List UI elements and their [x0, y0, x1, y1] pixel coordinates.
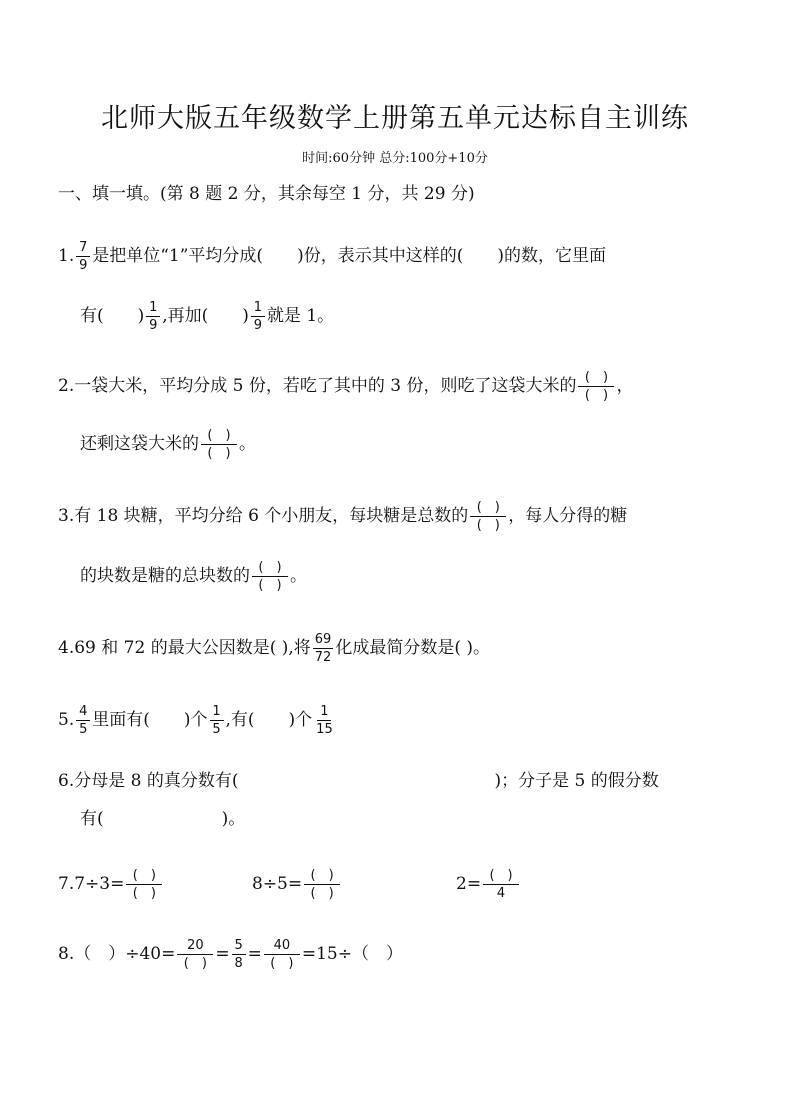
answer-fraction-blank[interactable]	[264, 938, 300, 971]
question-text: 5.	[58, 710, 75, 730]
question-text: 是把单位“1”平均分成( )份，表示其中这样的( )的数，它里面	[92, 246, 606, 266]
answer-fraction-blank[interactable]	[201, 428, 237, 461]
question-text: 7÷3=	[74, 874, 125, 894]
question-text: 还剩这袋大米的	[80, 434, 199, 454]
answer-fraction-blank[interactable]	[470, 500, 506, 533]
numerator: 69	[314, 632, 332, 647]
numerator: 1	[210, 704, 224, 721]
numerator: ( )	[578, 370, 614, 387]
exam-info: 时间:60分钟 总分:100分+10分	[302, 151, 488, 166]
denominator: 9	[79, 258, 88, 273]
numerator: ( )	[470, 500, 506, 517]
numerator: 40	[264, 938, 300, 955]
question-text: 。	[290, 566, 307, 586]
fraction	[313, 632, 334, 665]
numerator: 4	[76, 704, 90, 721]
fraction	[146, 300, 160, 333]
question-text: 2.一袋大米，平均分成 5 份，若吃了其中的 3 份，则吃了这袋大米的	[58, 376, 577, 396]
answer-fraction-blank[interactable]	[177, 938, 213, 971]
numerator: 20	[177, 938, 213, 955]
question-6-line-1	[58, 770, 659, 792]
question-text: ,有( )个	[225, 710, 313, 730]
question-text: ，	[616, 376, 634, 396]
denominator: ( )	[310, 886, 334, 901]
fraction	[76, 240, 90, 273]
denominator: ( )	[258, 578, 282, 593]
question-3-line-2	[80, 560, 307, 593]
question-text: 4.69 和 72 的最大公因数是( ),将	[58, 638, 311, 658]
page-title: 北师大版五年级数学上册第五单元达标自主训练	[101, 103, 689, 134]
question-7c	[456, 868, 521, 901]
numerator: 1	[146, 300, 160, 317]
denominator: 72	[314, 650, 332, 665]
question-text: ,再加( )	[162, 306, 249, 326]
question-2-line-2	[80, 428, 256, 461]
question-text: 就是 1。	[266, 306, 335, 326]
question-text: 8.（ ）÷40=	[58, 944, 176, 964]
numerator: ( )	[126, 868, 162, 885]
answer-fraction-blank[interactable]	[252, 560, 288, 593]
numerator: ( )	[304, 868, 340, 885]
numerator: ( )	[483, 868, 519, 885]
question-text: 6.分母是 8 的真分数有(	[58, 771, 239, 791]
numerator: 1	[317, 704, 331, 721]
question-text: =	[215, 944, 230, 964]
question-text: ，每人分得的糖	[508, 506, 628, 526]
question-text: =	[247, 944, 262, 964]
denominator: ( )	[584, 388, 609, 403]
question-text: )。	[221, 809, 246, 829]
denominator: ( )	[183, 956, 207, 971]
numerator: ( )	[201, 428, 237, 445]
question-text: 8÷5=	[252, 874, 303, 894]
question-text: 有(	[80, 809, 104, 829]
question-text: )；分子是 5 的假分数	[494, 771, 659, 791]
denominator: ( )	[476, 518, 500, 533]
denominator: 4	[496, 886, 506, 901]
numerator: 7	[76, 240, 90, 257]
question-2-line-1	[58, 370, 633, 403]
question-text: 2=	[456, 874, 482, 894]
question-text: 1.	[58, 246, 75, 266]
question-text: 。	[239, 434, 256, 454]
section-heading: 一、填一填。(第 8 题 2 分，其余每空 1 分，共 29 分)	[58, 184, 475, 204]
fraction	[314, 704, 335, 737]
denominator: 15	[316, 722, 333, 737]
answer-fraction-blank[interactable]	[126, 868, 162, 901]
question-7b	[252, 868, 342, 901]
denominator: ( )	[207, 446, 231, 461]
answer-fraction-blank[interactable]	[578, 370, 614, 403]
question-5	[58, 704, 337, 737]
answer-fraction-blank[interactable]	[304, 868, 340, 901]
question-7a	[58, 868, 164, 901]
denominator: 8	[234, 956, 243, 971]
question-text: 里面有( )个	[92, 710, 208, 730]
question-text: 7.	[58, 874, 75, 894]
fraction	[251, 300, 265, 333]
denominator: 9	[253, 318, 263, 333]
question-3-line-1	[58, 500, 627, 533]
answer-fraction-blank[interactable]	[483, 868, 519, 901]
fraction	[76, 704, 90, 737]
question-1-line-1	[58, 240, 606, 273]
denominator: 5	[212, 722, 221, 737]
question-text: 3.有 18 块糖，平均分给 6 个小朋友，每块糖是总数的	[58, 506, 469, 526]
fraction	[210, 704, 224, 737]
question-text: 的块数是糖的总块数的	[80, 566, 250, 586]
numerator: 1	[251, 300, 265, 317]
denominator: ( )	[132, 886, 156, 901]
denominator: 5	[79, 722, 88, 737]
question-1-line-2	[80, 300, 334, 333]
question-8	[58, 938, 403, 971]
numerator: 5	[232, 938, 246, 955]
denominator: ( )	[270, 956, 294, 971]
numerator: ( )	[252, 560, 288, 577]
question-text: 有( )	[80, 306, 145, 326]
question-text: =15÷（ ）	[301, 944, 403, 964]
question-4	[58, 632, 490, 665]
question-text: 化成最简分数是( )。	[335, 638, 490, 658]
denominator: 9	[149, 318, 158, 333]
question-6-line-2	[80, 808, 245, 830]
fraction	[232, 938, 246, 971]
